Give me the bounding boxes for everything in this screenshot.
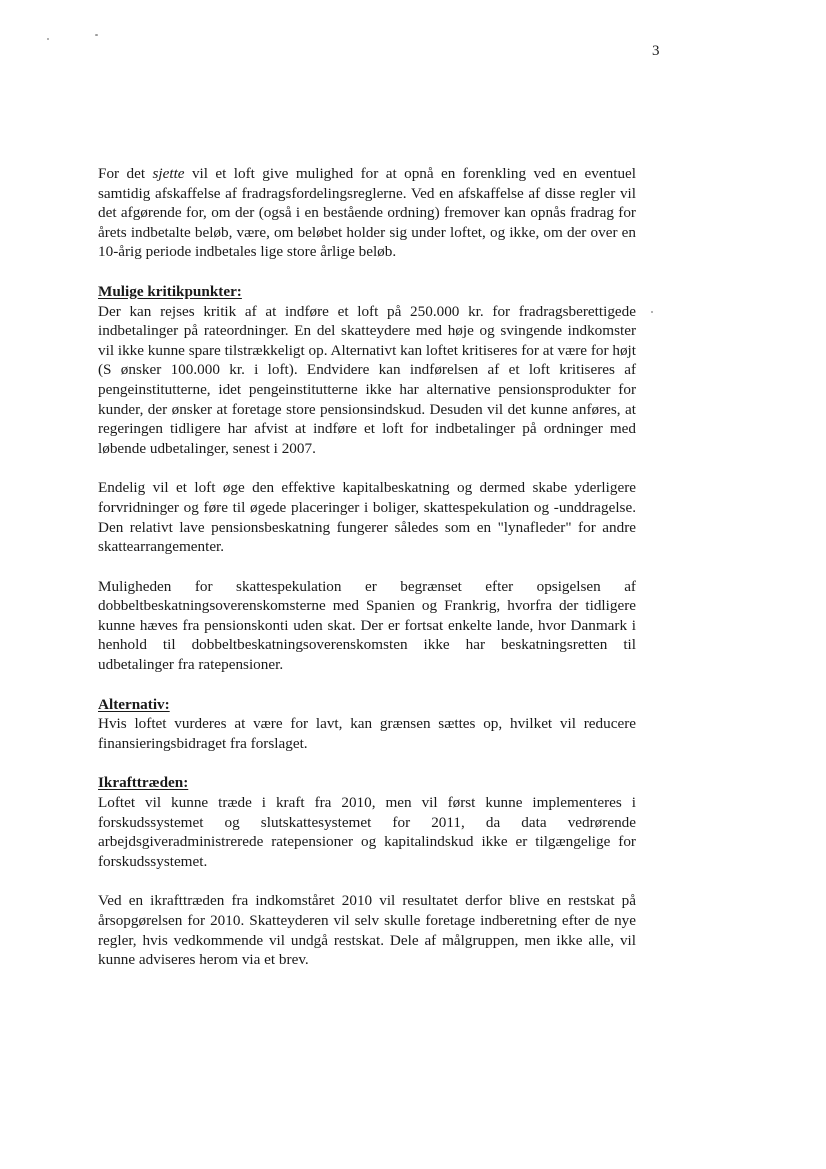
effective-paragraph-1: Loftet vil kunne træde i kraft fra 2010, men vil først kunne implementeres i forskudssystemet og slutskattesystemet for 2011, da data vedrørende arbejdsgiveradministrerede ratepensioner og kapitalindskud ikke er tilgængelige for forskudssystemet. [98,794,636,870]
criticism-paragraph-3: Muligheden for skattespekulation er begrænset efter opsigelsen af dobbeltbeskatningsoverenskomsterne med Spanien og Frankrig, hvorfra der tidligere kunne hæves fra pensionskonti uden skat. Der er fortsat enkelte lande, hvor Danmark i henhold til dobbeltbeskatningsoverenskomsten ikke har beskatningsretten til udbetalinger fra ratepensioner. [98,577,636,674]
criticism-paragraph-1: Der kan rejses kritik af at indføre et loft på 250.000 kr. for fradragsberettigede indbetalinger på rateordninger. En del skatteydere med høje og svingende indkomster vil ikke kunne spare tilstrækkeligt op. Alternativt kan loftet kritiseres for at være for højt (S ønsker 100.000 kr. i loft). Endvidere kan indførelsen af et loft kritiseres af pengeinstitutterne, idet pengeinstitutterne ikke har alternative pensionsprodukter for kunder, der ønsker at foretage store pensionsindskud. Desuden vil det kunne anføres, at regeringen tidligere har afvist at indføre et loft for indbetalinger på ordninger med løbende udbetalinger, senest i 2007. [98,302,636,457]
criticism-paragraph-2: Endelig vil et loft øge den effektive kapitalbeskatning og dermed skabe yderligere forvridninger og føre til øgede placeringer i boliger, skattespekulation og -unddragelse. Den relativt lave pensionsbeskatning fungerer således som en "lynafleder" for andre skattearrangementer. [98,479,636,556]
effective-paragraph-2: Ved en ikrafttræden fra indkomståret 2010 vil resultatet derfor blive en restskat på årsopgørelsen for 2010. Skatteyderen vil selv skulle foretage indberetning efter de nye regler, hvis vedkommende vil undgå restskat. Dele af målgruppen, men ikke alle, vil kunne adviseres herom via et brev. [98,892,636,969]
section-heading-effective: Ikrafttræden: [98,774,189,792]
alternative-paragraph-1: Hvis loftet vurderes at være for lavt, kan grænsen sættes op, hvilket vil reducere finansieringsbidraget fra forslaget. [98,715,636,752]
section-alternative [98,695,636,754]
emphasis-text: sjette [152,165,185,182]
intro-paragraph: For det sjette vil et loft give mulighed for at opnå en forenkling ved en eventuel samtidig afskaffelse af fradragsfordelingsreglerne. Ved en afskaffelse af disse regler vil det afgørende for, om der (også i en bestående ordning) fremover kan opnås fradrag for årets indbetalte beløb, være, om beløbet holder sig under loftet, og ikke, om der over en 10-årig periode indbetales lige store årlige beløb. [98,165,636,261]
section-heading-alternative: Alternativ: [98,695,170,713]
document-body [98,164,636,970]
section-heading-criticism: Mulige kritikpunkter: [98,282,242,300]
section-criticism [98,282,636,675]
section-effective [98,773,636,969]
page-number: 3 [652,43,660,59]
